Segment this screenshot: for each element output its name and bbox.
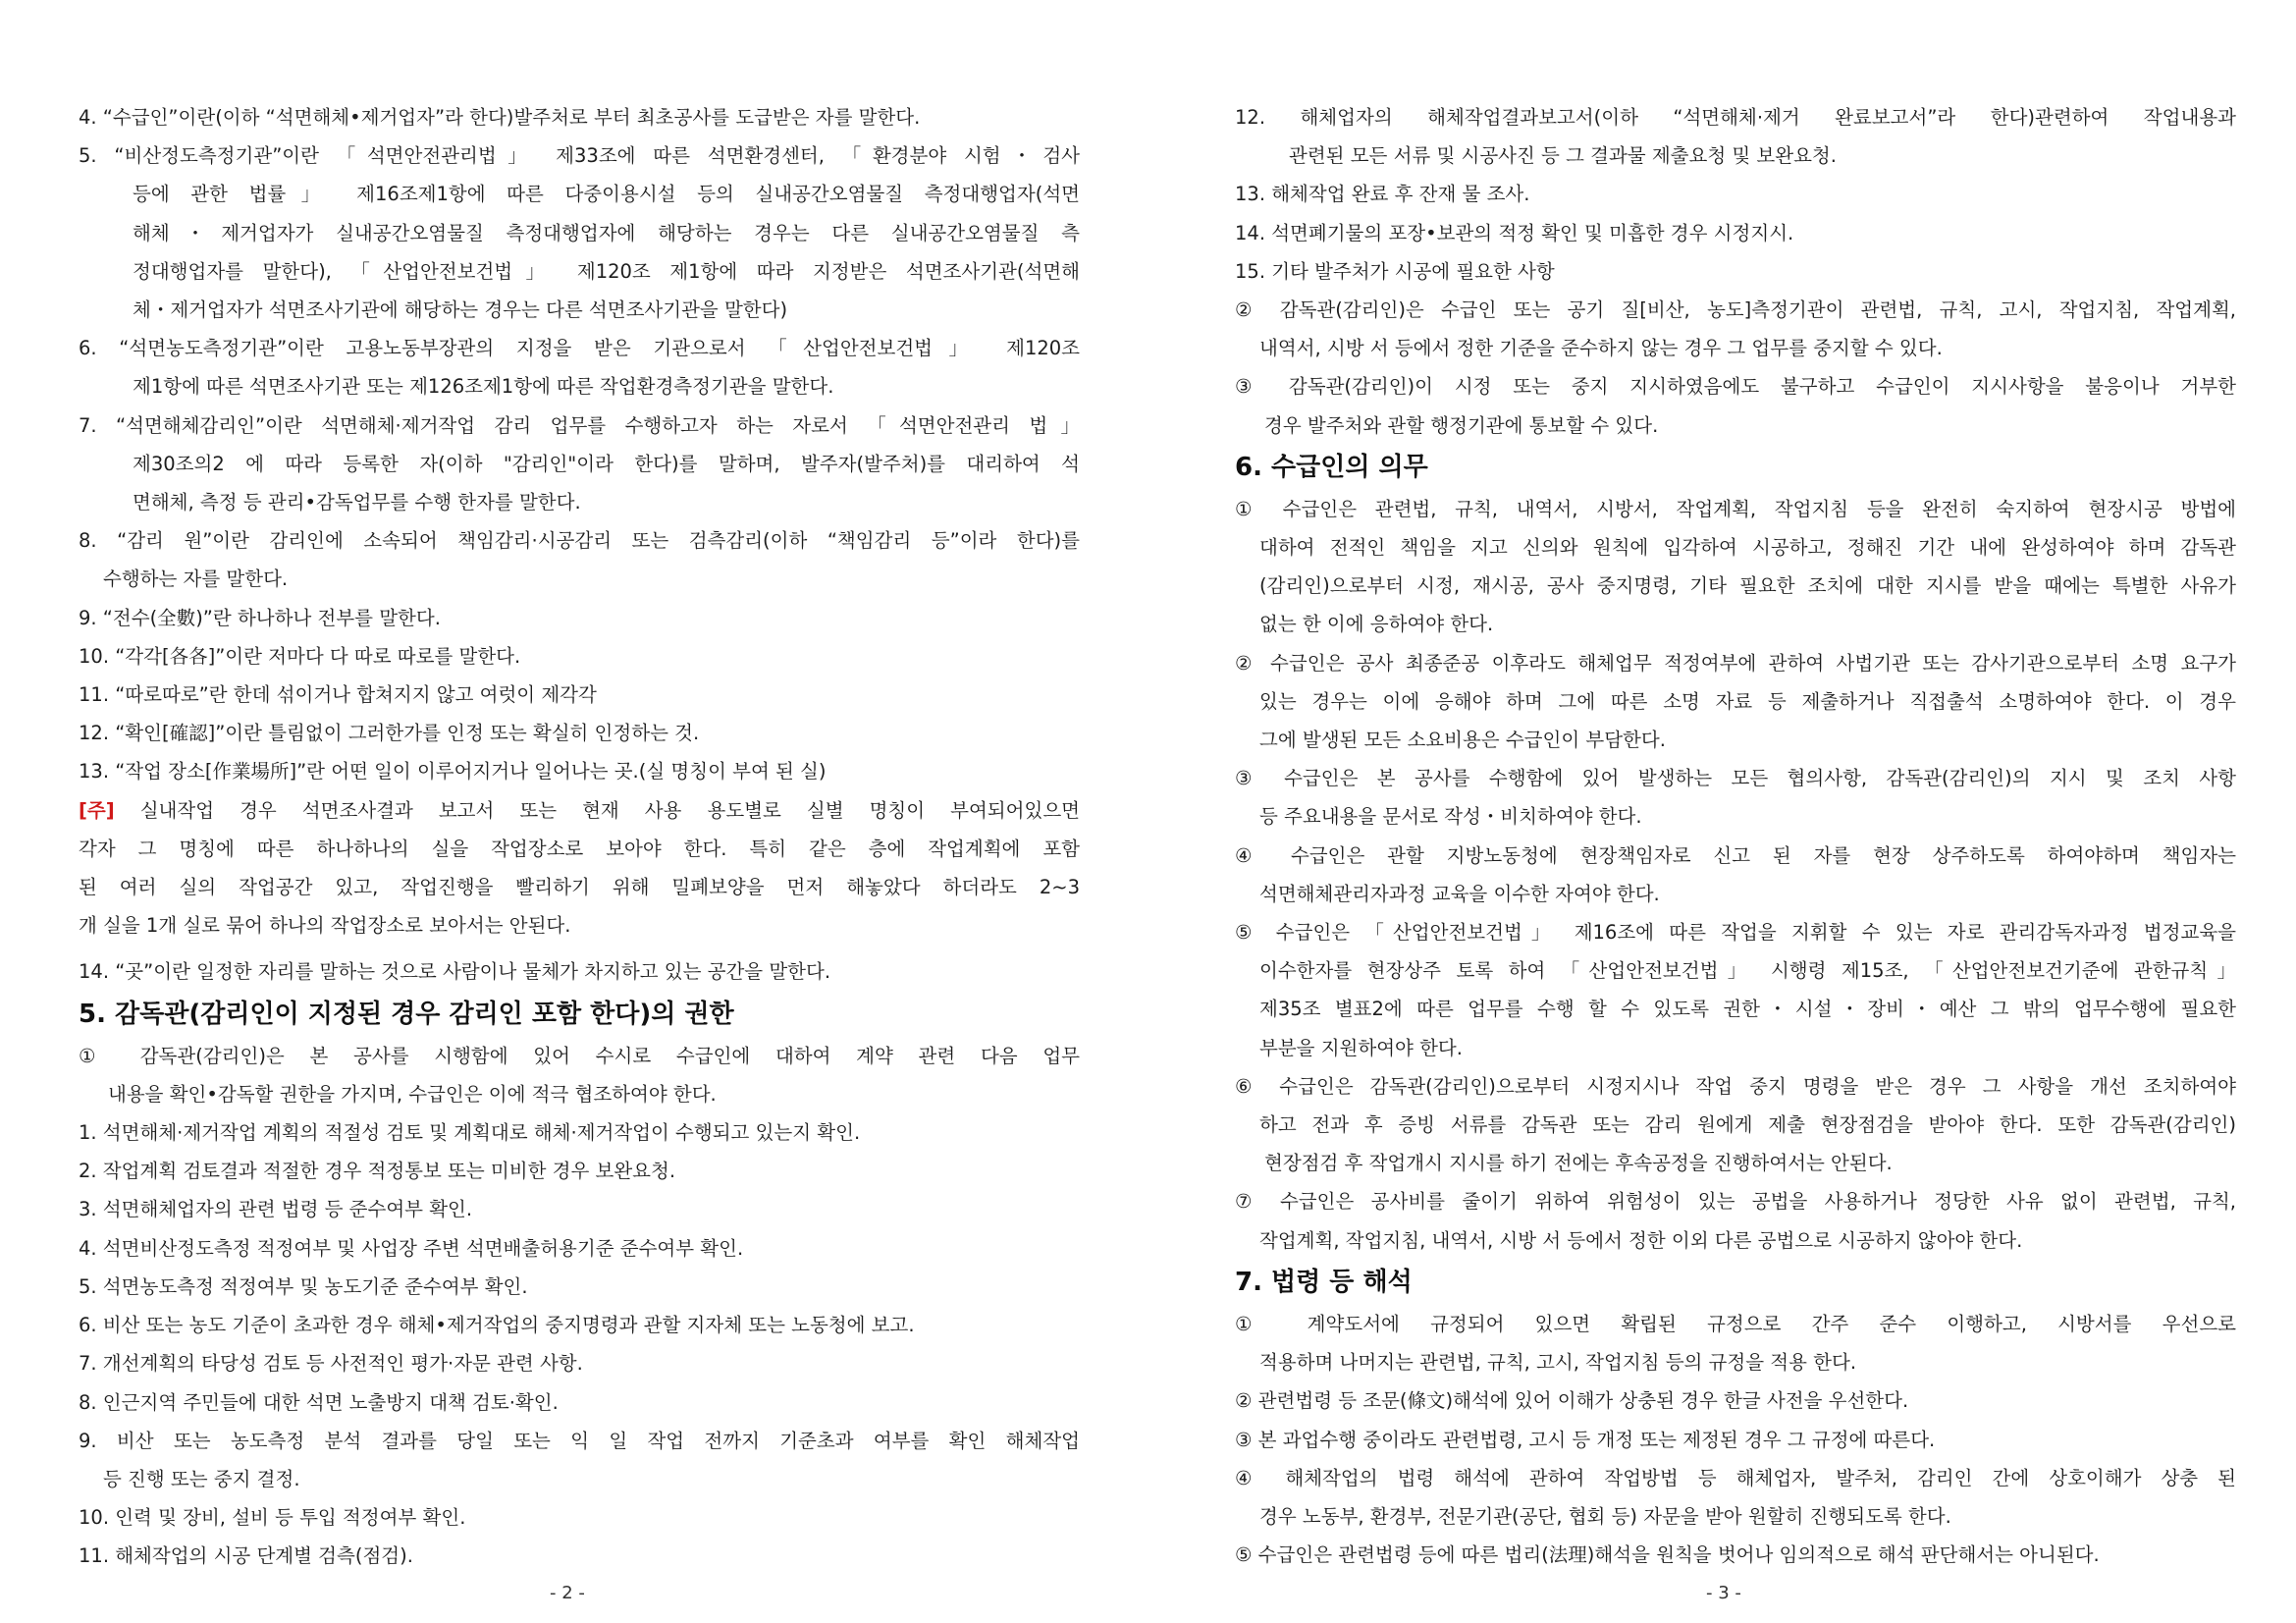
def-item-13: 13. “작업 장소[作業場所]”란 어떤 일이 이루어지거나 일어나는 곳.(실 명칭이 부여 된 실) — [79, 760, 827, 784]
section-5-clause-2-cont: 내역서, 시방 서 등에서 정한 기준을 준수하지 않는 경우 그 업무를 중지할 수 있다. — [1259, 337, 1943, 360]
section-6-title: 6. 수급인의 의무 — [1235, 452, 1428, 482]
section-5-item: 1. 석면해체·제거작업 계획의 적절성 검토 및 계획대로 해체·제거작업이 수행되고 있는지 확인. — [79, 1121, 861, 1145]
def-item-8: 8. “감리 원”이란 감리인에 소속되어 책임감리·시공감리 또는 검측감리(이하 “책임감리 등”이라 한다)를 — [79, 529, 1080, 553]
section-6-clause-4-cont: 석면해체관리자과정 교육을 이수한 자여야 한다. — [1259, 882, 1660, 905]
section-6-clause-3: ③ 수급인은 본 공사를 수행함에 있어 발생하는 모든 협의사항, 감독관(감리인)의 지시 및 조치 사항 — [1235, 767, 2236, 790]
section-5-item: 13. 해체작업 완료 후 잔재 물 조사. — [1235, 183, 1530, 206]
def-item-5-cont: 등에 관한 법률」 제16조제1항에 따른 다중이용시설 등의 실내공간오염물질 측정대행업자(석면 — [133, 183, 1080, 206]
section-7-clause-1-cont: 적용하며 나머지는 관련법, 규칙, 고시, 작업지침 등의 규정을 적용 한다. — [1259, 1351, 1857, 1375]
section-6-clause-4: ④ 수급인은 관할 지방노동청에 현장책임자로 신고 된 자를 현장 상주하도록 하여야하며 책임자는 — [1235, 843, 2236, 867]
section-6-clause-1: ① 수급인은 관련법, 규칙, 내역서, 시방서, 작업계획, 작업지침 등을 완전히 숙지하여 현장시공 방법에 — [1235, 497, 2236, 520]
section-6-clause-3-cont: 등 주요내용을 문서로 작성・비치하여야 한다. — [1259, 805, 1642, 829]
section-5-item: 5. 석면농도측정 적정여부 및 농도기준 준수여부 확인. — [79, 1274, 528, 1298]
section-6-clause-6-cont: 현장점검 후 작업개시 지시를 하기 전에는 후속공정을 진행하여서는 안된다. — [1264, 1152, 1893, 1175]
section-5-item: 2. 작업계획 검토결과 적절한 경우 적정통보 또는 미비한 경우 보완요청. — [79, 1160, 676, 1183]
section-7-clause-4-cont: 경우 노동부, 환경부, 전문기관(공단, 협회 등) 자문을 받아 원할히 진행되도록 한다. — [1259, 1504, 1951, 1528]
note-text: 실내작업 경우 석면조사결과 보고서 또는 현재 사용 용도별로 실별 명칭이 부여되어있으면 — [114, 798, 1080, 822]
section-6-clause-1-cont: (감리인)으로부터 시정, 재시공, 공사 중지명령, 기타 필요한 조치에 대한 지시를 받을 때에는 특별한 사유가 — [1259, 574, 2236, 598]
def-item-5-cont: 해체・제거업자가 실내공간오염물질 측정대행업자에 해당하는 경우는 다른 실내공간오염물질 측 — [133, 221, 1080, 244]
note-tag: [주] — [79, 798, 115, 822]
def-item-7-cont: 면해체, 측정 등 관리•감독업무를 수행 한자를 말한다. — [133, 491, 581, 514]
section-5-clause-3: ③ 감독관(감리인)이 시정 또는 중지 지시하였음에도 불구하고 수급인이 지시사항을 불응이나 거부한 — [1235, 375, 2236, 399]
note-line: 각자 그 명칭에 따른 하나하나의 실을 작업장소로 보아야 한다. 특히 같은 층에 작업계획에 포함 — [79, 837, 1080, 860]
def-item-5-cont: 체・제거업자가 석면조사기관에 해당하는 경우는 다른 석면조사기관을 말한다) — [133, 298, 788, 322]
section-5-item: 3. 석면해체업자의 관련 법령 등 준수여부 확인. — [79, 1198, 473, 1221]
def-item-10: 10. “각각[各各]”이란 저마다 다 따로 따로를 말한다. — [79, 644, 521, 668]
section-6-clause-5-cont: 이수한자를 현장상주 토록 하여 「산업안전보건법」 시행령 제15조, 「산업안전보건기준에 관한규칙」 — [1259, 959, 2236, 983]
def-item-5: 5. “비산정도측정기관”이란 「석면안전관리법」 제33조에 따른 석면환경센터, 「환경분야 시험・검사 — [79, 144, 1080, 168]
page-number-left: - 2 - — [550, 1583, 585, 1603]
section-6-clause-6-cont: 하고 전과 후 증빙 서류를 감독관 또는 감리 원에게 제출 현장점검을 받아야 한다. 또한 감독관(감리인) — [1259, 1113, 2236, 1137]
section-7-clause-1: ① 계약도서에 규정되어 있으면 확립된 규정으로 간주 준수 이행하고, 시방서를 우선으로 — [1235, 1312, 2236, 1335]
section-5-clause-2: ② 감독관(감리인)은 수급인 또는 공기 질[비산, 농도]측정기관이 관련법, 규칙, 고시, 작업지침, 작업계획, — [1235, 298, 2236, 322]
section-6-clause-1-cont: 없는 한 이에 응하여야 한다. — [1259, 613, 1494, 636]
def-item-6: 6. “석면농도측정기관”이란 고용노동부장관의 지정을 받은 기관으로서 「산업안전보건법」 제120조 — [79, 337, 1080, 360]
def-item-7-cont: 제30조의2 에 따라 등록한 자(이하 "감리인"이라 한다)를 말하며, 발주자(발주처)를 대리하여 석 — [133, 452, 1080, 475]
section-6-clause-5: ⑤ 수급인은 「산업안전보건법」 제16조에 따른 작업을 지휘할 수 있는 자로 관리감독자과정 법정교육을 — [1235, 921, 2236, 945]
section-5-clause-3-cont: 경우 발주처와 관할 행정기관에 통보할 수 있다. — [1264, 413, 1659, 437]
section-6-clause-2: ② 수급인은 공사 최종준공 이후라도 해체업무 적정여부에 관하여 사법기관 또는 감사기관으로부터 소명 요구가 — [1235, 651, 2236, 675]
section-7-clause-5: ⑤ 수급인은 관련법령 등에 따른 법리(法理)해석을 원칙을 벗어나 임의적으로 해석 판단해서는 아니된다. — [1235, 1543, 2100, 1567]
section-5-item: 12. 해체업자의 해체작업결과보고서(이하 “석면해체·제거 완료보고서”라 한다)관련하여 작업내용과 — [1235, 106, 2236, 129]
section-5-item-cont: 등 진행 또는 중지 결정. — [103, 1467, 300, 1490]
section-7-clause-3: ③ 본 과업수행 중이라도 관련법령, 고시 등 개정 또는 제정된 경우 그 규정에 따른다. — [1235, 1428, 1936, 1451]
section-6-clause-2-cont: 있는 경우는 이에 응해야 하며 그에 따른 소명 자료 등 제출하거나 직접출석 소명하여야 한다. 이 경우 — [1259, 689, 2236, 713]
section-5-item: 6. 비산 또는 농도 기준이 초과한 경우 해체•제거작업의 중지명령과 관할 지자체 또는 노동청에 보고. — [79, 1314, 915, 1337]
section-5-item: 4. 석면비산정도측정 적정여부 및 사업장 주변 석면배출허용기준 준수여부 확인. — [79, 1236, 744, 1260]
section-6-clause-5-cont: 부분을 지원하여야 한다. — [1259, 1036, 1463, 1059]
section-5-item-cont: 관련된 모든 서류 및 시공사진 등 그 결과물 제출요청 및 보완요청. — [1289, 144, 1837, 168]
note-line: 된 여러 실의 작업공간 있고, 작업진행을 빨리하기 위해 밀폐보양을 먼저 해놓았다 하더라도 2~3 — [79, 876, 1080, 899]
left-page — [79, 98, 1080, 1576]
def-item-9: 9. “전수(全數)”란 하나하나 전부를 말한다. — [79, 606, 441, 629]
def-item-6-cont: 제1항에 따른 석면조사기관 또는 제126조제1항에 따른 작업환경측정기관을 말한다. — [133, 375, 834, 399]
section-5-item: 10. 인력 및 장비, 설비 등 투입 적정여부 확인. — [79, 1506, 466, 1530]
section-6-clause-7: ⑦ 수급인은 공사비를 줄이기 위하여 위험성이 있는 공법을 사용하거나 정당한 사유 없이 관련법, 규칙, — [1235, 1190, 2236, 1214]
def-item-12: 12. “확인[確認]”이란 틀림없이 그러한가를 인정 또는 확실히 인정하는 것. — [79, 722, 700, 745]
note-paragraph — [79, 791, 1080, 830]
section-5-item: 7. 개선계획의 타당성 검토 등 사전적인 평가·자문 관련 사항. — [79, 1352, 583, 1376]
section-5-clause-1: ① 감독관(감리인)은 본 공사를 시행함에 있어 수시로 수급인에 대하여 계약 관련 다음 업무 — [79, 1044, 1080, 1067]
section-6-clause-1-cont: 대하여 전적인 책임을 지고 신의와 원칙에 입각하여 시공하고, 정해진 기간 내에 완성하여야 하며 감독관 — [1259, 536, 2236, 560]
def-item-8-cont: 수행하는 자를 말한다. — [103, 568, 289, 591]
section-7-title: 7. 법령 등 해석 — [1235, 1267, 1413, 1297]
note-line: 개 실을 1개 실로 묶어 하나의 작업장소로 보아서는 안된다. — [79, 914, 571, 938]
page-number-right: - 3 - — [1706, 1583, 1741, 1603]
section-6-clause-6: ⑥ 수급인은 감독관(감리인)으로부터 시정지시나 작업 중지 명령을 받은 경우 그 사항을 개선 조치하여야 — [1235, 1074, 2236, 1098]
right-page — [1235, 98, 2236, 1574]
section-7-clause-4: ④ 해체작업의 법령 해석에 관하여 작업방법 등 해체업자, 발주처, 감리인 간에 상호이해가 상충 된 — [1235, 1466, 2236, 1489]
section-5-item: 9. 비산 또는 농도측정 분석 결과를 당일 또는 익 일 작업 전까지 기준초과 여부를 확인 해체작업 — [79, 1429, 1080, 1452]
section-6-clause-7-cont: 작업계획, 작업지침, 내역서, 시방 서 등에서 정한 이외 다른 공법으로 시공하지 않아야 한다. — [1259, 1228, 2023, 1252]
def-item-4: 4. “수급인”이란(이하 “석면해체•제거업자”라 한다)발주처로 부터 최초공사를 도급받은 자를 말한다. — [79, 106, 921, 129]
section-5-title: 5. 감독관(감리인이 지정된 경우 감리인 포함 한다)의 권한 — [79, 999, 734, 1029]
section-5-item: 14. 석면폐기물의 포장•보관의 적정 확인 및 미흡한 경우 시정지시. — [1235, 221, 1794, 244]
section-6-clause-2-cont: 그에 발생된 모든 소요비용은 수급인이 부담한다. — [1259, 729, 1666, 752]
def-item-7: 7. “석면해체감리인”이란 석면해체·제거작업 감리 업무를 수행하고자 하는 자로서 「석면안전관리 법」 — [79, 413, 1080, 437]
def-item-14: 14. “곳”이란 일정한 자리를 말하는 것으로 사람이나 물체가 차지하고 있는 공간을 말한다. — [79, 960, 831, 984]
section-5-item: 15. 기타 발주처가 시공에 필요한 사항 — [1235, 259, 1555, 283]
section-7-clause-2: ② 관련법령 등 조문(條文)해석에 있어 이해가 상충된 경우 한글 사전을 우선한다. — [1235, 1389, 1909, 1413]
section-5-item: 8. 인근지역 주민들에 대한 석면 노출방지 대책 검토·확인. — [79, 1390, 559, 1414]
def-item-5-cont: 정대행업자를 말한다), 「산업안전보건법」 제120조 제1항에 따라 지정받은 석면조사기관(석면해 — [133, 259, 1080, 283]
section-5-clause-1-cont: 내용을 확인•감독할 권한을 가지며, 수급인은 이에 적극 협조하여야 한다. — [108, 1082, 717, 1106]
section-5-item: 11. 해체작업의 시공 단계별 검측(점검). — [79, 1544, 413, 1568]
section-6-clause-5-cont: 제35조 별표2에 따른 업무를 수행 할 수 있도록 권한・시설・장비・예산 그 밖의 업무수행에 필요한 — [1259, 998, 2236, 1021]
def-item-11: 11. “따로따로”란 한데 섞이거나 합쳐지지 않고 여럿이 제각각 — [79, 683, 597, 707]
